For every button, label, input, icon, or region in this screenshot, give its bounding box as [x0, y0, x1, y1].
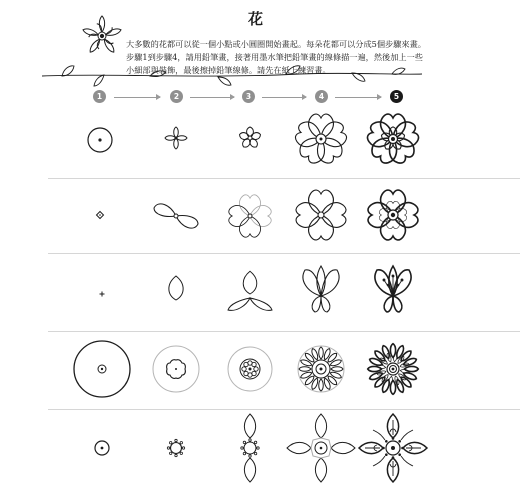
step-1-badge: 1	[93, 90, 106, 103]
row5-step5	[359, 414, 427, 482]
row2-step1	[97, 212, 104, 219]
row1-step2	[165, 127, 187, 149]
row3-step5	[375, 266, 411, 312]
row5-step2	[167, 439, 184, 456]
row5-step3	[241, 414, 259, 482]
step-4-badge: 4	[315, 90, 328, 103]
row2-step3	[229, 195, 271, 237]
row1-step1	[88, 128, 112, 152]
intro-paragraph: 大多數的花都可以從一個小點或小圓圈開始畫起。每朵花都可以分成5個步驟來畫。步驟1到步驟4，請用鉛筆畫，接著用墨水筆把鉛筆畫的線條描一遍，然後加上一些小細部與裝飾，最後擦掉鉛筆線條。請先在紙上練習畫。	[126, 39, 426, 75]
row1-step5	[365, 114, 420, 166]
row4-step2	[153, 346, 199, 392]
row4-step5	[368, 344, 419, 395]
chrysanthemum-row	[74, 341, 418, 397]
row5-step1	[95, 441, 109, 455]
row1-step4	[293, 114, 348, 166]
row5-step4	[287, 414, 355, 482]
row2-step5	[368, 190, 418, 240]
four-petal-flower-row	[97, 190, 418, 240]
row3-step3	[228, 271, 272, 310]
three-petal-lily-row	[100, 266, 412, 312]
step-5-badge: 5	[390, 90, 403, 103]
row3-step2	[169, 276, 183, 300]
cross-lotus-row	[95, 414, 427, 482]
row1-step3	[238, 127, 261, 149]
row3-step1	[100, 292, 105, 297]
row3-step4	[303, 266, 339, 312]
row2-step4	[296, 190, 346, 240]
page-title: 花	[248, 10, 265, 28]
row2-step2	[154, 204, 198, 228]
row4-step4	[298, 346, 344, 392]
step-3-badge: 3	[242, 90, 255, 103]
step-2-badge: 2	[170, 90, 183, 103]
row4-step1	[74, 341, 130, 397]
row4-step3	[228, 347, 272, 391]
five-petal-flower-row	[88, 114, 421, 166]
